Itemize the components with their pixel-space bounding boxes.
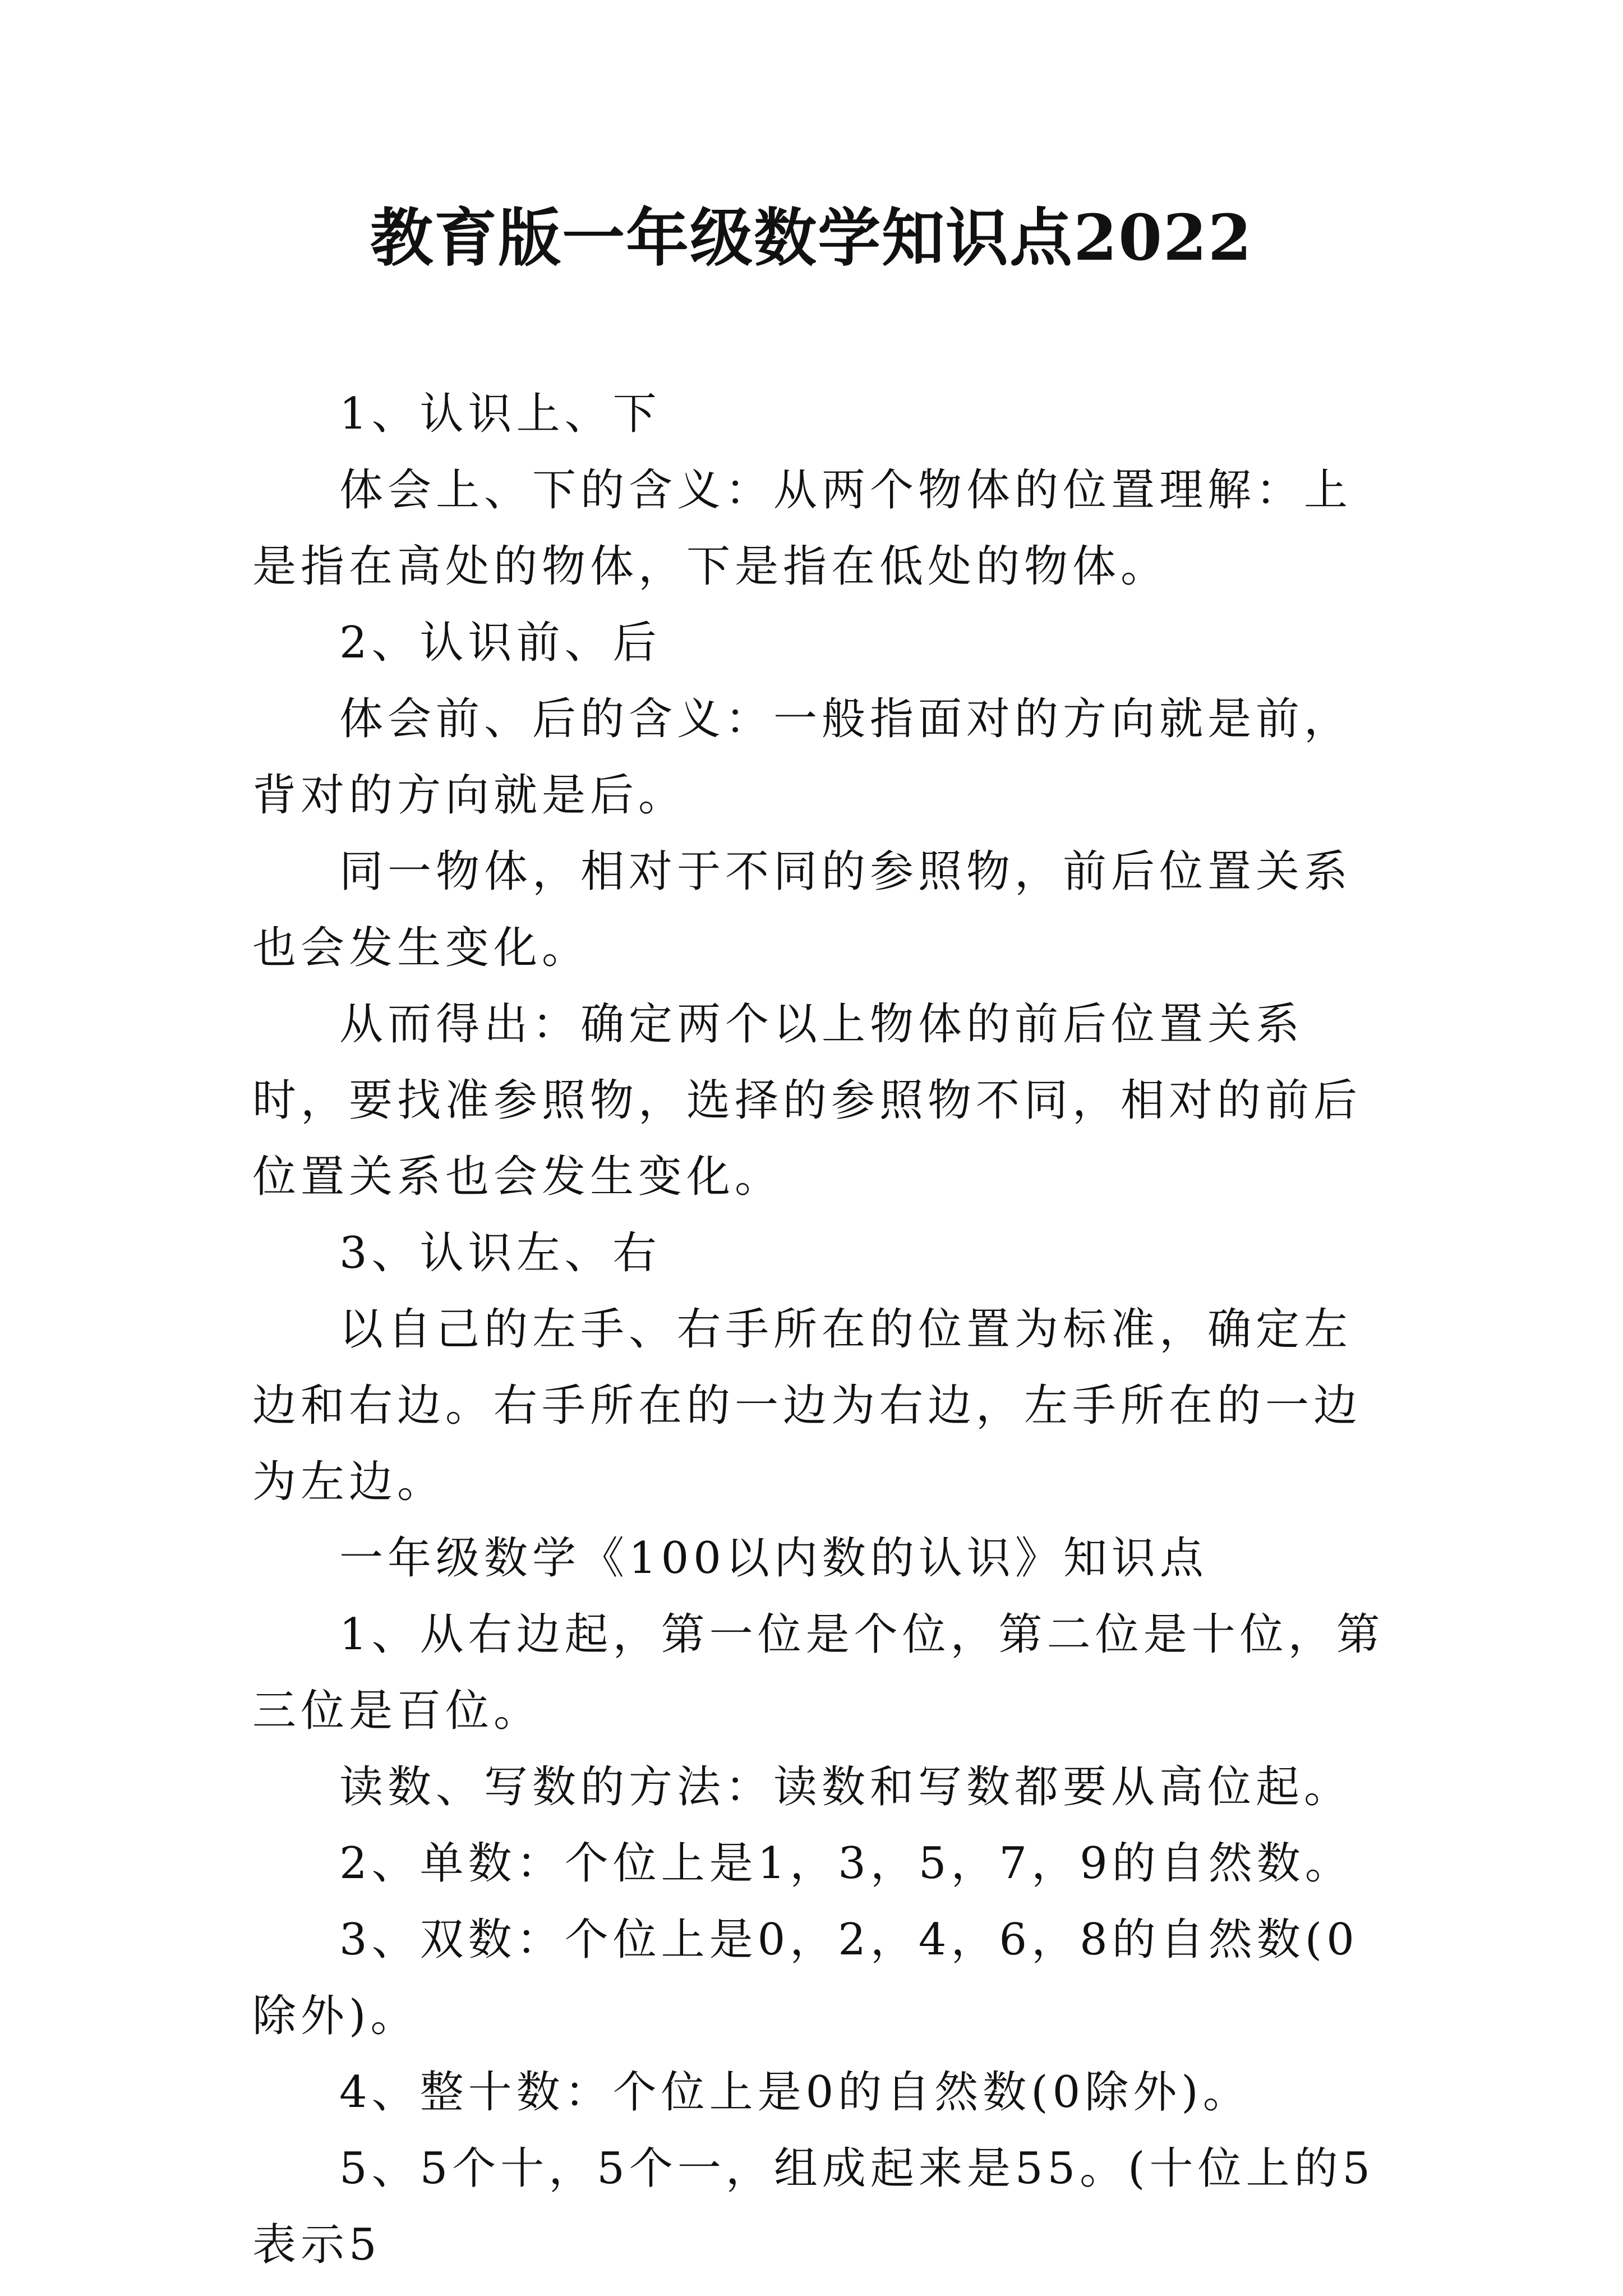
paragraph: 1、从右边起，第一位是个位，第二位是十位，第三位是百位。 xyxy=(252,1609,1385,1736)
section-heading: 一年级数学《100以内数的认识》知识点 xyxy=(339,1533,1208,1584)
paragraph: 5、5个十，5个一，组成起来是55。(十位上的5表示5 xyxy=(252,2143,1375,2270)
paragraph: 体会前、后的含义：一般指面对的方向就是前，背对的方向就是后。 xyxy=(252,694,1353,821)
paragraph: 读数、写数的方法：读数和写数都要从高位起。 xyxy=(339,1762,1353,1812)
paragraph: 同一物体，相对于不同的参照物，前后位置关系也会发生变化。 xyxy=(252,846,1353,973)
paragraph: 1、认识上、下 xyxy=(339,389,661,439)
paragraph: 3、认识左、右 xyxy=(339,1228,661,1278)
document-body xyxy=(252,376,1385,2283)
paragraph: 2、认识前、后 xyxy=(339,618,661,668)
paragraph: 从而得出：确定两个以上物体的前后位置关系时，要找准参照物，选择的参照物不同，相对的前后位置关系也会发生变化。 xyxy=(252,999,1362,1202)
paragraph: 2、单数：个位上是1，3，5，7，9的自然数。 xyxy=(339,1838,1353,1889)
paragraph: 3、双数：个位上是0，2，4，6，8的自然数(0除外)。 xyxy=(252,1915,1359,2041)
document-title: 教育版一年级数学知识点2022 xyxy=(370,201,1253,275)
paragraph: 体会上、下的含义：从两个物体的位置理解：上是指在高处的物体，下是指在低处的物体。 xyxy=(252,465,1353,592)
paragraph: 4、整十数：个位上是0的自然数(0除外)。 xyxy=(339,2067,1251,2118)
paragraph: 以自己的左手、右手所在的位置为标准，确定左边和右边。右手所在的一边为右边，左手所在的一边为左边。 xyxy=(252,1304,1362,1507)
